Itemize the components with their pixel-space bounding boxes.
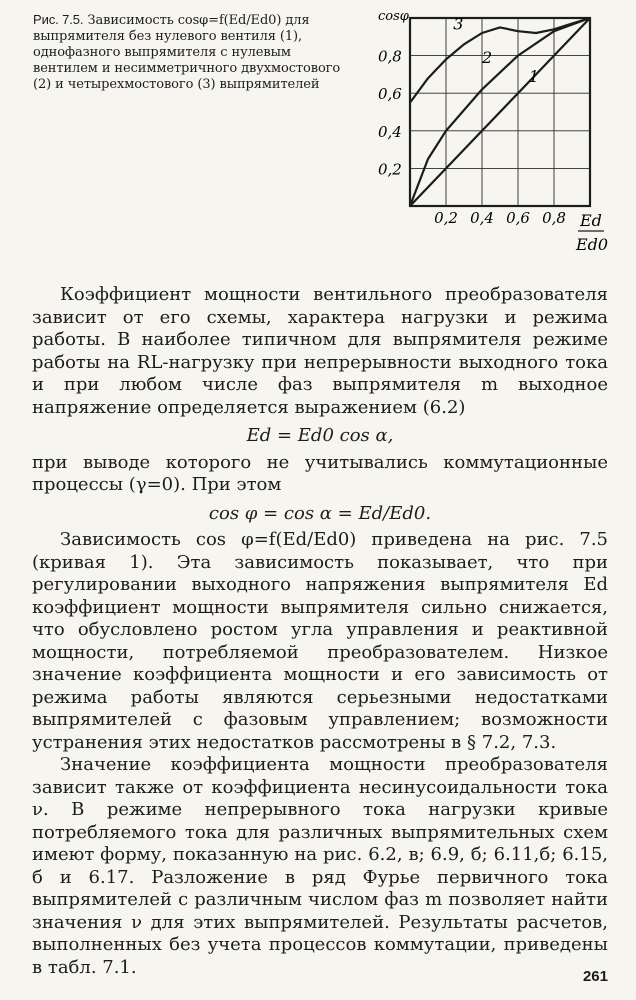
paragraph-2: при выводе которого не учитывались коммутационные процессы (γ=0). При этом: [32, 451, 608, 495]
y-tick-label: 0,6: [378, 85, 402, 104]
figure-7-5: [358, 4, 628, 274]
y-tick-label: 0,8: [378, 47, 402, 66]
x-tick-label: 0,8: [542, 209, 566, 227]
paragraph-1: Коэффициент мощности вентильного преобразователя зависит от его схемы, характера нагрузки и режима работы. В наиболее типичном для выпрямителя режиме работы на RL-нагрузку при непрерывности выходного тока и при любом числе фаз выпрямителя m выходное напряжение определяется выражением (6.2): [32, 284, 608, 418]
x-tick-label: 0,2: [434, 209, 458, 227]
formula-2: cos φ = cos α = Ed/Ed0.: [208, 502, 432, 524]
x-tick-label: 0,4: [470, 209, 494, 227]
cosphi-chart: [358, 4, 628, 274]
page-number: 261: [582, 968, 608, 985]
caption-text: Зависимость cosφ=f(Ed/Ed0) для выпрямителя без нулевого вентиля (1), однофазного выпрямителя с нулевым вентилем и несимметричного двухмостового (2) и четырехмостового (3) выпрямителей: [33, 13, 341, 92]
y-tick-label: 0,4: [378, 122, 402, 141]
curve-label-1: 1: [528, 66, 539, 86]
y-axis-label: cosφ: [378, 9, 409, 24]
curve-label-2: 2: [482, 48, 493, 68]
paragraph-3: Зависимость cos φ=f(Ed/Ed0) приведена на рис. 7.5 (кривая 1). Эта зависимость показывает, что при регулировании выходного напряжения выпрямителя Ed коэффициент мощности выпрямителя сильно снижается, что обусловлено ростом угла управления и реактивной мощности, потребляемой преобразователем. Низкое значение коэффициента мощности и его зависимость от режима работы являются серьезными недостатками выпрямителей с фазовым управлением; возможности устранения этих недостатков рассмотрены в § 7.2, 7.3.: [32, 529, 608, 753]
x-axis-label-denominator: Ed0: [576, 235, 609, 254]
x-axis-label: Ed: [580, 211, 602, 230]
figure-caption: [33, 12, 343, 93]
body-text: [32, 284, 608, 979]
y-tick-label: 0,2: [378, 160, 402, 179]
formula-1: Ed = Ed0 cos α,: [246, 425, 394, 446]
paragraph-4: Значение коэффициента мощности преобразователя зависит также от коэффициента несинусоидальности тока ν. В режиме непрерывного тока нагрузки кривые потребляемого тока для различных выпрямительных схем имеют форму, показанную на рис. 6.2, в; 6.9, б; 6.11,б; 6.15, б и 6.17. Разложение в ряд Фурье первичного тока выпрямителей с различным числом фаз m позволяет найти значения ν для этих выпрямителей. Результаты расчетов, выполненных без учета процессов коммутации, приведены в табл. 7.1.: [32, 754, 608, 978]
curve-label-3: 3: [453, 14, 464, 34]
curve-3: [410, 18, 590, 103]
curve-1: [410, 18, 590, 206]
caption-label: Рис. 7.5.: [33, 12, 84, 27]
x-tick-label: 0,6: [506, 209, 530, 227]
